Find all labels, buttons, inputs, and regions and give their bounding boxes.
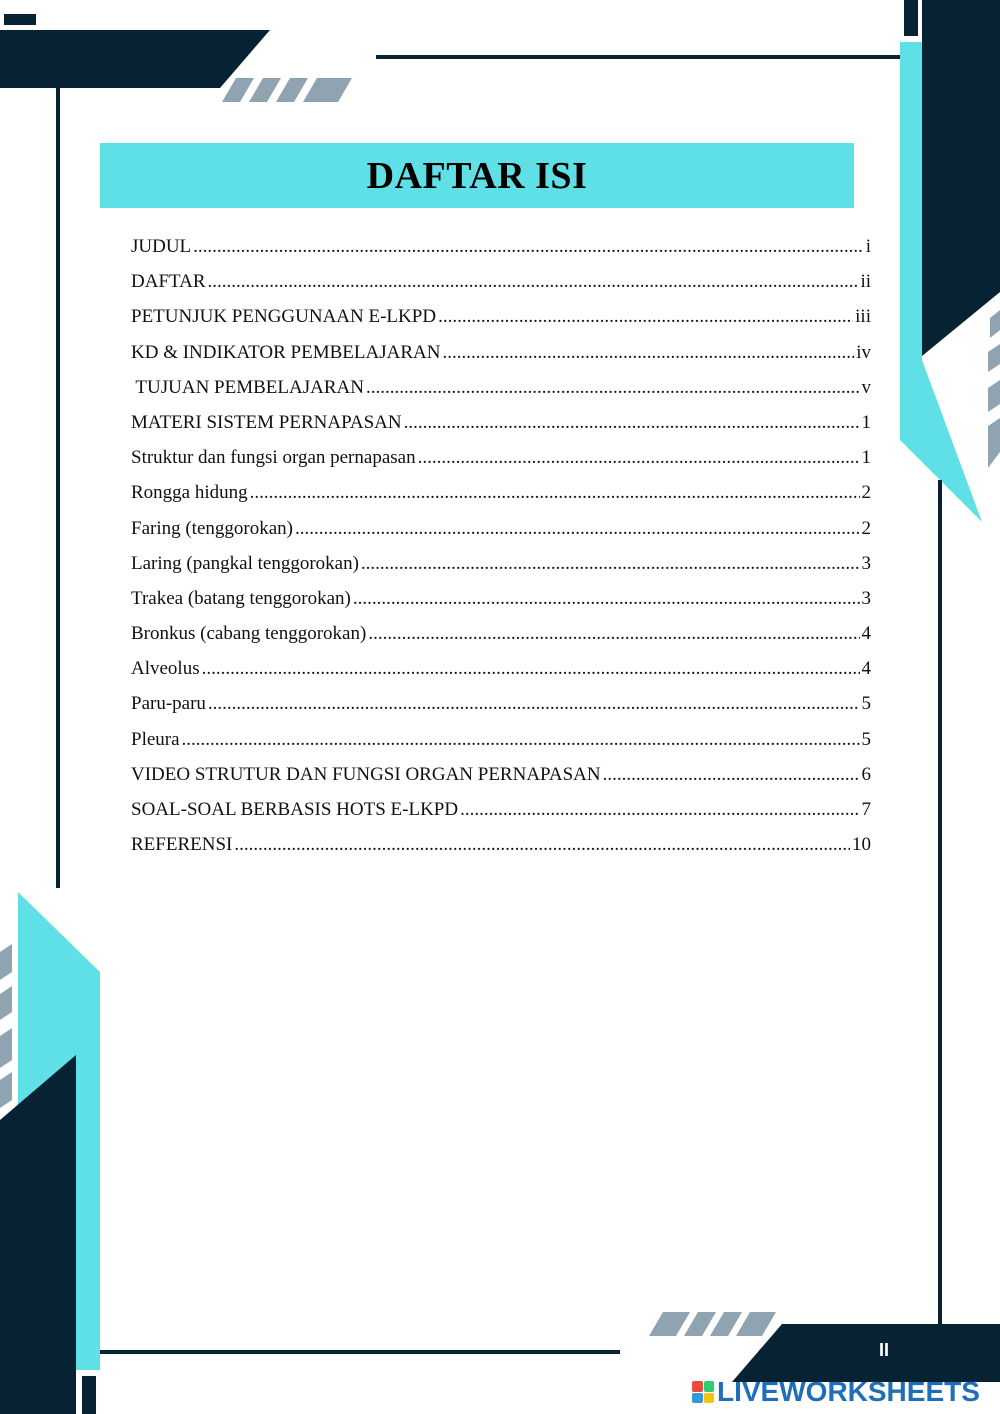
toc-leader-dots [366, 377, 860, 399]
toc-row [131, 271, 871, 306]
toc-row [131, 342, 871, 377]
toc-label: Laring (pangkal tenggorokan) [131, 552, 359, 574]
toc-page-number: ii [860, 271, 871, 293]
toc-label: REFERENSI [131, 834, 233, 856]
toc-label: TUJUAN PEMBELAJARAN [131, 376, 364, 398]
toc-label: DAFTAR [131, 271, 206, 293]
toc-label: PETUNJUK PENGGUNAAN E-LKPD [131, 306, 437, 328]
toc-row [131, 518, 871, 553]
toc-row [131, 623, 871, 658]
toc-page-number: iii [855, 306, 871, 328]
toc-leader-dots [295, 518, 860, 540]
toc-page-number: 4 [861, 623, 871, 645]
title-banner [100, 143, 854, 208]
toc-page-number: 1 [861, 447, 871, 469]
toc-leader-dots [202, 658, 860, 680]
watermark-text: LIVEWORKSHEETS [717, 1376, 980, 1407]
toc-page-number: 5 [861, 728, 871, 750]
toc-row [131, 377, 871, 412]
toc-leader-dots [208, 693, 860, 715]
toc-label: VIDEO STRUTUR DAN FUNGSI ORGAN PERNAPASAN [131, 763, 601, 785]
toc-row [131, 658, 871, 693]
toc-label: SOAL-SOAL BERBASIS HOTS E-LKPD [131, 799, 459, 820]
toc-label: JUDUL [131, 236, 192, 257]
toc-page-number: 1 [861, 411, 871, 433]
toc-label: Struktur dan fungsi organ pernapasan [131, 447, 416, 469]
toc-leader-dots [404, 412, 860, 434]
toc-leader-dots [353, 588, 860, 610]
toc-label: Rongga hidung [131, 482, 248, 504]
toc-leader-dots [418, 447, 860, 469]
toc-label: Faring (tenggorokan) [131, 517, 293, 539]
toc-row [131, 306, 871, 341]
toc-leader-dots [234, 834, 850, 856]
liveworksheets-watermark [692, 1376, 980, 1408]
toc-label: Alveolus [131, 658, 200, 680]
toc-leader-dots [208, 271, 859, 293]
toc-row [131, 447, 871, 482]
toc-leader-dots [438, 306, 853, 328]
toc-leader-dots [603, 764, 860, 786]
toc-row [131, 588, 871, 623]
page-title: DAFTAR ISI [366, 154, 588, 197]
toc-label: Bronkus (cabang tenggorokan) [131, 623, 367, 645]
toc-row [131, 693, 871, 728]
toc-page-number: 5 [861, 693, 871, 715]
toc-page-number: 7 [861, 799, 871, 820]
toc-page-number: 3 [861, 587, 871, 609]
toc-label: Trakea (batang tenggorokan) [131, 587, 351, 609]
toc-row [131, 799, 871, 834]
toc-page-number: 2 [861, 482, 871, 504]
toc-label: Pleura [131, 728, 180, 750]
toc-page-number: 4 [861, 658, 871, 680]
toc-page-number: iv [856, 341, 871, 363]
toc-leader-dots [442, 342, 854, 364]
toc-row [131, 482, 871, 517]
toc-page-number: v [861, 376, 871, 398]
toc-leader-dots [193, 236, 864, 258]
toc-page-number: 10 [852, 834, 871, 856]
page-number: II [878, 1340, 889, 1360]
toc-label: KD & INDIKATOR PEMBELAJARAN [131, 341, 441, 363]
toc-leader-dots [368, 623, 859, 645]
toc-page-number: 3 [861, 552, 871, 574]
toc-page-number: i [865, 236, 871, 257]
toc-row [131, 236, 871, 271]
toc-page-number: 2 [861, 517, 871, 539]
toc-page-number: 6 [861, 763, 871, 785]
toc-label: MATERI SISTEM PERNAPASAN [131, 411, 402, 433]
toc-row [131, 729, 871, 764]
toc-leader-dots [460, 799, 859, 821]
table-of-contents [131, 236, 871, 869]
toc-row [131, 412, 871, 447]
toc-leader-dots [361, 553, 860, 575]
toc-label: Paru-paru [131, 693, 206, 715]
toc-row [131, 764, 871, 799]
liveworksheets-logo-icon [692, 1381, 714, 1403]
toc-row [131, 834, 871, 869]
toc-leader-dots [250, 482, 860, 504]
toc-leader-dots [182, 729, 860, 751]
toc-row [131, 553, 871, 588]
